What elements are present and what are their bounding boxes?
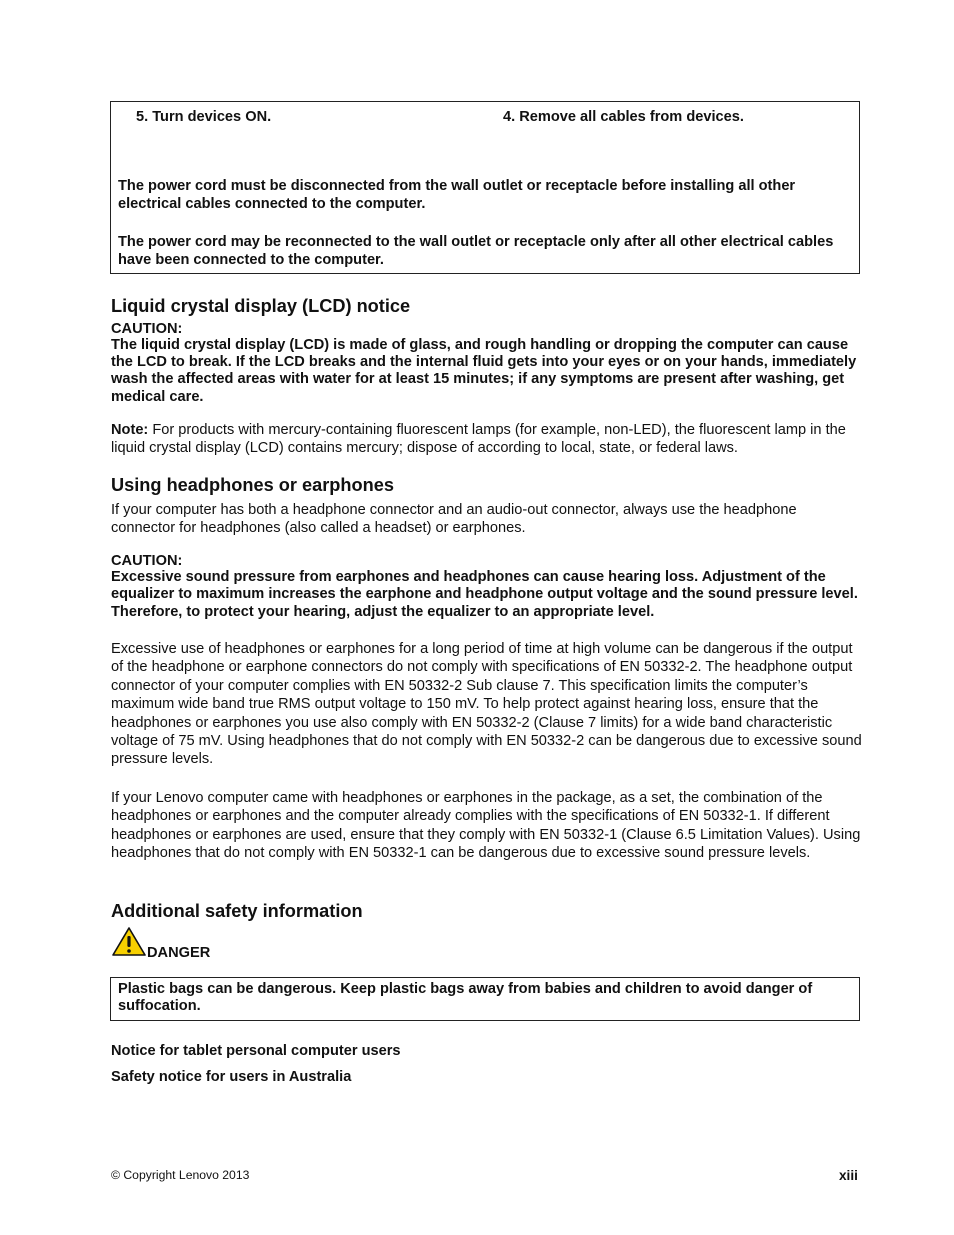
step-turn-devices-on: 5. Turn devices ON. <box>136 109 272 125</box>
lcd-notice-heading: Liquid crystal display (LCD) notice <box>111 296 411 316</box>
tablet-notice-heading: Notice for tablet personal computer users <box>111 1043 401 1059</box>
page-number: xiii <box>839 1168 858 1183</box>
danger-label: DANGER <box>147 945 211 961</box>
additional-safety-heading: Additional safety information <box>111 901 363 921</box>
headphones-caution-label: CAUTION: <box>111 553 183 569</box>
australia-notice-heading: Safety notice for users in Australia <box>111 1069 352 1085</box>
plastic-bags-danger-box <box>110 977 860 1021</box>
headphones-intro: If your computer has both a headphone connector and an audio-out connector, always use the headphone connector for headphones (also called a headset) or earphones. <box>111 502 797 537</box>
headphones-paragraph-1: Excessive use of headphones or earphones for a long period of time at high volume can be dangerous if the output of the headphone or earphone connectors do not comply with specifications of EN 50332-2. The headphone output connector of your computer complies with EN 50332-2 Sub clause 7. This specification limits the computer’s maximum wide band true RMS output voltage to 150 mV. To help protect against hearing loss, ensure that the headphones or earphones you use also comply with EN 50332-2 (Clause 7 limits) for a wide band characteristic voltage of 75 mV. Using headphones that do not comply with EN 50332-2 can be dangerous due to excessive sound pressure levels. <box>111 641 862 768</box>
power-cord-reconnect-text: The power cord may be reconnected to the wall outlet or receptacle only after all other electrical cables have been connected to the computer. <box>118 234 834 269</box>
lcd-caution-text: The liquid crystal display (LCD) is made of glass, and rough handling or dropping the computer can cause the LCD to break. If the LCD breaks and the internal fluid gets into your eyes or on your hands, immediately wash the affected areas with water for at least 15 minutes; if any symptoms are present after washing, get medical care. <box>111 337 857 405</box>
plastic-bags-danger-text: Plastic bags can be dangerous. Keep plastic bags away from babies and children to avoid danger of suffocation. <box>118 981 813 1014</box>
lcd-note-label: Note: <box>111 422 149 438</box>
power-cord-notice-box <box>110 101 860 274</box>
lcd-caution-label: CAUTION: <box>111 321 183 337</box>
copyright-footer: © Copyright Lenovo 2013 <box>111 1168 250 1182</box>
warning-triangle-icon <box>111 926 147 957</box>
power-cord-disconnect-text: The power cord must be disconnected from the wall outlet or receptacle before installing all other electrical cables connected to the computer. <box>118 178 796 213</box>
headphones-paragraph-2: If your Lenovo computer came with headphones or earphones in the package, as a set, the combination of the headphones or earphones and the computer already complies with the specifications of EN 50332-1. If different headphones or earphones are used, ensure that they comply with EN 50332-1 (Clause 6.5 Limitation Values). Using headphones that do not comply with EN 50332-1 can be dangerous due to excessive sound pressure levels. <box>111 790 861 862</box>
headphones-caution-text: Excessive sound pressure from earphones and headphones can cause hearing loss. Adjustment of the equalizer to maximum increases the earphone and headphone output voltage and the sound pressure level. Therefore, to protect your hearing, adjust the equalizer to an appropriate level. <box>111 569 858 620</box>
step-remove-cables: 4. Remove all cables from devices. <box>503 109 744 125</box>
lcd-note <box>111 421 863 458</box>
lcd-note-text: For products with mercury-containing fluorescent lamps (for example, non-LED), the fluorescent lamp in the liquid crystal display (LCD) contains mercury; dispose of according to local, state, or federal laws. <box>111 422 846 457</box>
headphones-heading: Using headphones or earphones <box>111 475 394 495</box>
